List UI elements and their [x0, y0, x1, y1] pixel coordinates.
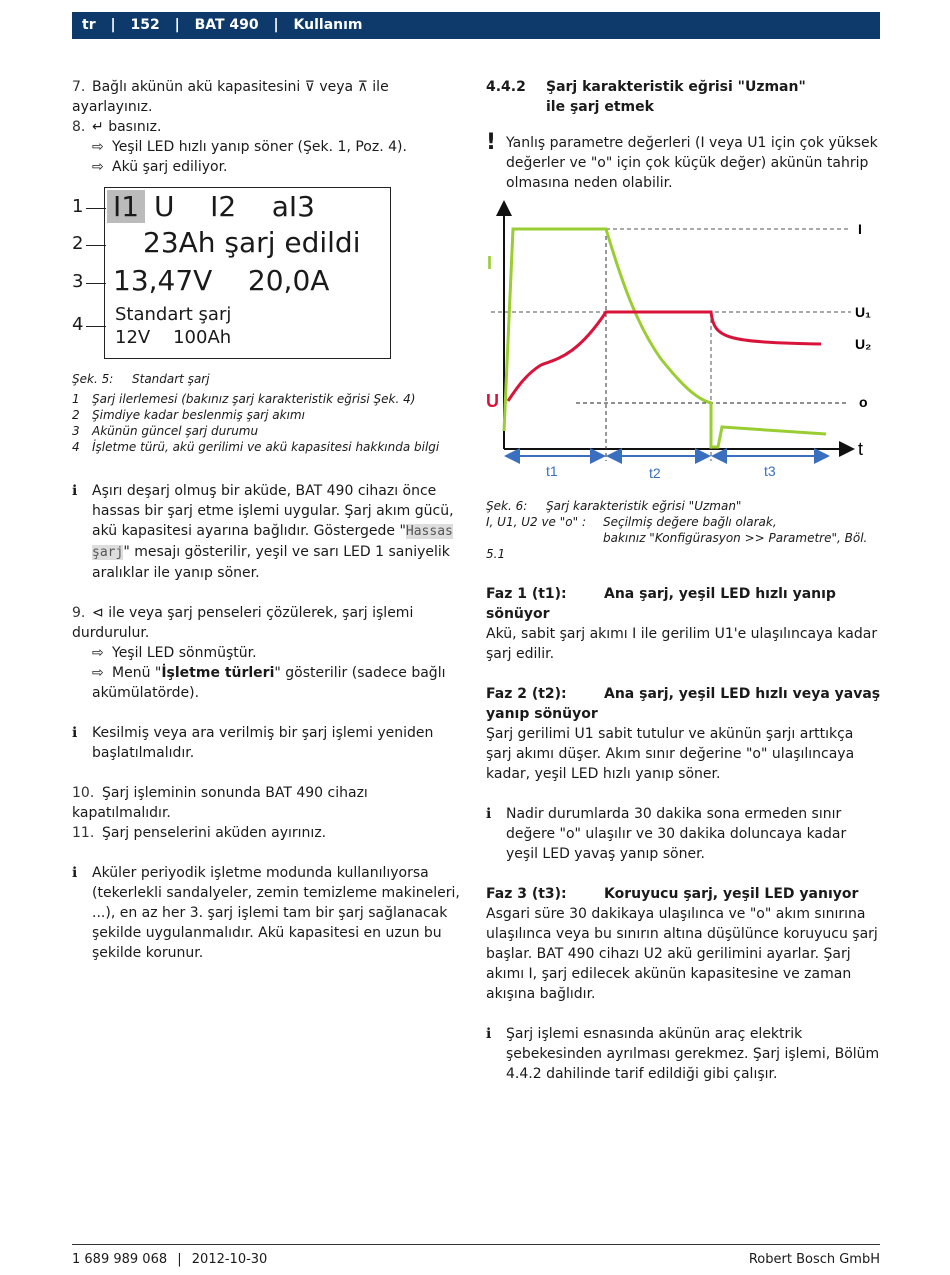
label-t: t — [858, 439, 864, 459]
warning-icon: ! — [486, 130, 497, 155]
step-9: 9. ⊲ ile veya şarj penseleri çözülerek, şarj işlemi durdurulur. — [72, 605, 414, 641]
step-11: 11. Şarj penselerini aküden ayırınız. — [72, 825, 327, 841]
callout-2: 2 — [72, 233, 84, 254]
callout-3: 3 — [72, 271, 84, 292]
label-U1: U₁ — [855, 304, 871, 320]
header-product: BAT 490 — [194, 17, 259, 33]
info-icon: ℹ — [486, 1026, 492, 1042]
step-9-result-2: ⇨ Menü "İşletme türleri" gösterilir (sadece bağlı akümülatörde). — [92, 665, 446, 701]
info-icon: ℹ — [72, 725, 78, 741]
left-column — [72, 77, 467, 963]
label-t3: t3 — [764, 463, 776, 479]
lcd-selected-item: I1 — [107, 190, 145, 223]
label-t2: t2 — [649, 465, 661, 481]
step-8-result-2: ⇨ Akü şarj ediliyor. — [92, 159, 228, 175]
phase-1-text: Akü, sabit şarj akımı I ile gerilim U1'e ulaşılıncaya kadar şarj edilir. — [486, 626, 878, 662]
header-page: 152 — [130, 17, 160, 33]
page-header: tr | 152 | BAT 490 | Kullanım — [72, 12, 880, 39]
lcd-figure — [72, 187, 467, 367]
note-rare-case: ℹ Nadir durumlarda 30 dakika sona ermeden sınır değere "o" ulaşılır ve 30 dakika doluncaya kadar yeşil LED yavaş yanıp söner. — [486, 806, 847, 862]
back-button-icon: ⊲ — [92, 605, 104, 621]
phase-2-text: Şarj gerilimi U1 sabit tutulur ve akünün şarjı arttıkça şarj akımı düşer. Akım sınır değerine "o" ulaşılıncaya kadar, yeşil LED hızlı yanıp söner. — [486, 726, 855, 782]
note-vehicle-network: ℹ Şarj işlemi esnasında akünün araç elektrik şebekesinden ayrılması gerekmez. Şarj işlemi, Bölüm 4.4.2 dahilinde tarif edildiği gibi çalışır. — [486, 1026, 880, 1082]
step-10: 10. Şarj işleminin sonunda BAT 490 cihazı kapatılmalıdır. — [72, 785, 368, 821]
lcd-row-3: 13,47V 20,0A — [113, 264, 330, 297]
header-lang: tr — [82, 17, 96, 33]
label-I-right: I — [858, 221, 862, 237]
callout-4: 4 — [72, 314, 84, 335]
result-arrow-icon: ⇨ — [92, 159, 104, 175]
label-t1: t1 — [546, 463, 558, 479]
warning-note: ! Yanlış parametre değerleri (I veya U1 için çok yüksek değerler ve "o" için çok küçük değer) akünün tahrip olmasına neden olabilir. — [486, 130, 878, 191]
up-button-icon: ⊼ — [357, 79, 368, 95]
result-arrow-icon: ⇨ — [92, 139, 104, 155]
enter-button-icon: ↵ — [92, 119, 104, 135]
section-heading: 4.4.2 Şarj karakteristik eğrisi "Uzman" ile şarj etmek — [486, 79, 806, 115]
callout-1: 1 — [72, 196, 84, 217]
phase-3-text: Asgari süre 30 dakikaya ulaşılınca ve "o" akım sınırına ulaşılınca veya bu sınırın altına düşülünce koruyucu şarj başlar. BAT 490 cihazı U2 akü gerilimini ayarlar. Şarj akımı I, şarj edilecek akünün kapasitesine ve zaman akışına bağlıdır. — [486, 906, 878, 1002]
lcd-display: I1 U I2 aI3 23Ah şarj edildi 13,47V 20,0A Standart şarj 12V 100Ah — [104, 187, 391, 359]
phase-1-heading: Faz 1 (t1): Ana şarj, yeşil LED hızlı yanıp sönüyor — [486, 586, 836, 622]
info-icon: ℹ — [72, 865, 78, 881]
step-8-result-1: ⇨ Yeşil LED hızlı yanıp söner (Şek. 1, Poz. 4). — [92, 139, 407, 155]
right-column — [486, 77, 881, 1084]
label-I-left: I — [487, 253, 493, 273]
result-arrow-icon: ⇨ — [92, 665, 104, 681]
lcd-row-2: 23Ah şarj edildi — [143, 226, 361, 259]
display-message: Hassas şarj — [92, 524, 453, 560]
footer-company: Robert Bosch GmbH — [748, 1252, 880, 1267]
footer-left: 1 689 989 068 | 2012-10-30 — [72, 1252, 268, 1267]
result-arrow-icon: ⇨ — [92, 645, 104, 661]
note-periodic: ℹ Aküler periyodik işletme modunda kullanılıyorsa (tekerlekli sandalyeler, zemin temizleme makineleri, ...), en az her 3. şarj işlemi tam bir şarj sağlanacak şekilde uygulanmalıdır. Akü kapasitesi en uzun bu şekilde korunur. — [72, 865, 460, 961]
note-deep-discharge: ℹ Aşırı deşarj olmuş bir aküde, BAT 490 cihazı önce hassas bir şarj etme işlemi uygular. Şarj akım gücü, akü kapasitesi ayarına bağlıdır. Göstergede "Hassas şarj" mesajı gösterilir, yeşil ve sarı LED 1 saniyelik aralıklar ile yanıp söner. — [72, 483, 454, 581]
figure-6-caption: Şek. 6: Şarj karakteristik eğrisi "Uzman" I, U1, U2 ve "o" : Seçilmiş değere bağlı olarak, bakınız "Konfigürasyon >> Parametre", Böl. 5.1 — [486, 499, 868, 561]
info-icon: ℹ — [72, 483, 78, 499]
charge-curve-chart — [486, 199, 881, 494]
note-restart: ℹ Kesilmiş veya ara verilmiş bir şarj işlemi yeniden başlatılmalıdır. — [72, 725, 434, 761]
down-button-icon: ⊽ — [304, 79, 315, 95]
current-curve — [504, 229, 826, 447]
step-9-result-1: ⇨ Yeşil LED sönmüştür. — [92, 645, 257, 661]
lcd-row-4: Standart şarj — [115, 304, 232, 325]
phase-3-heading: Faz 3 (t3): Koruyucu şarj, yeşil LED yanıyor — [486, 886, 859, 902]
step-7: 7. Bağlı akünün akü kapasitesini ⊽ veya ⊼ ile ayarlayınız. — [72, 79, 389, 115]
step-8: 8. ↵ basınız. — [72, 119, 162, 135]
label-U2: U₂ — [855, 336, 872, 352]
header-section: Kullanım — [293, 17, 363, 33]
voltage-curve — [508, 312, 821, 401]
footer-divider — [72, 1244, 880, 1245]
phase-2-heading: Faz 2 (t2): Ana şarj, yeşil LED hızlı veya yavaş yanıp sönüyor — [486, 686, 881, 722]
label-o: o — [859, 394, 868, 410]
lcd-row-5: 12V 100Ah — [115, 327, 232, 348]
info-icon: ℹ — [486, 806, 492, 822]
doc-number: 1 689 989 068 — [72, 1252, 168, 1267]
label-U-left: U — [486, 391, 499, 411]
figure-5-caption: Şek. 5: Standart şarj 1 Şarj ilerlemesi (bakınız şarj karakteristik eğrisi Şek. 4) 2 Şimdiye kadar beslenmiş şarj akımı 3 Akünün güncel şarj durumu 4 İşletme türü, akü gerilimi ve akü kapasitesi hakkında bilgi — [72, 372, 440, 454]
doc-date: 2012-10-30 — [191, 1252, 268, 1267]
